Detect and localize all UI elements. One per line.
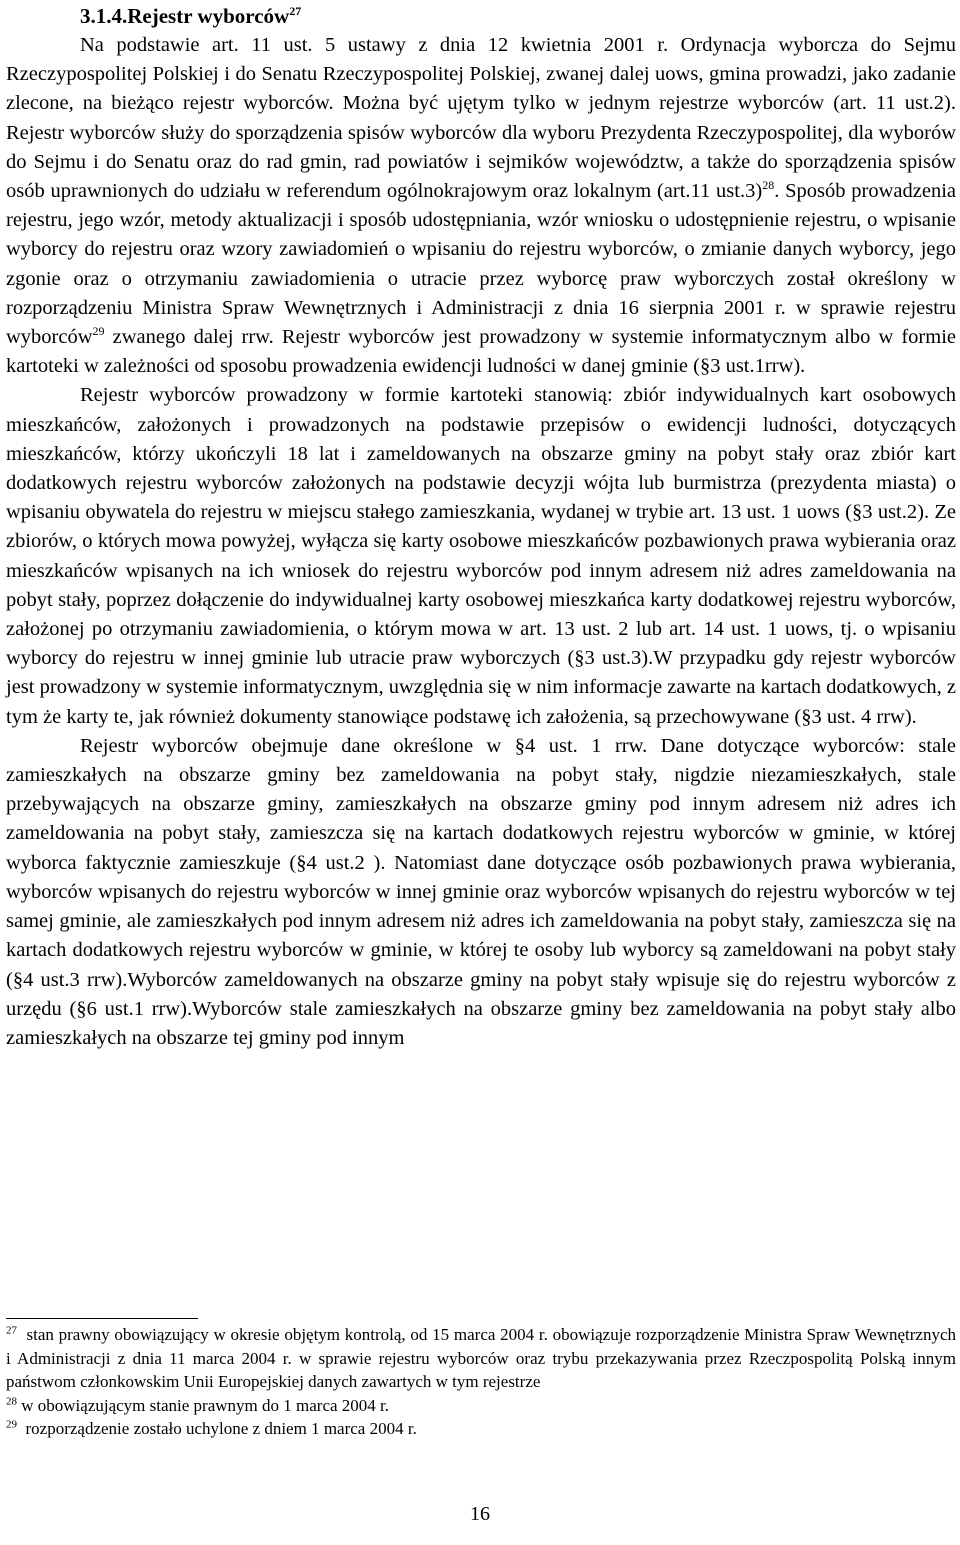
section-heading bbox=[80, 4, 956, 28]
paragraph-1-part-b: . Sposób prowadzenia rejestru, jego wzór, metody aktualizacji i sposób udostępniania, wzór wniosku o udostępnienie rejestru, o wpisanie wyborcy do rejestru oraz wzory zawiadomień o wpisaniu do rejestru wyborców, o zmianie danych wyborcy, jego zgonie oraz o otrzymaniu zawiadomienia o utracie przez wyborcę praw wyborczych został określony w rozporządzeniu Ministra Spraw Wewnętrznych i Administracji z dnia 16 sierpnia 2001 r. w sprawie rejestru wyborców bbox=[6, 180, 956, 349]
footnote-ref-28: 28 bbox=[762, 178, 775, 193]
footnote-29-number: 29 bbox=[6, 1418, 17, 1431]
page-number: 16 bbox=[470, 1503, 490, 1525]
footnote-29-text: rozporządzenie zostało uchylone z dniem 1 marca 2004 r. bbox=[25, 1419, 417, 1438]
paragraph-1-part-c: zwanego dalej rrw. Rejestr wyborców jest prowadzony w systemie informatycznym albo w formie kartoteki w zależności od sposobu prowadzenia ewidencji ludności w danej gminie (§3 ust.1rrw). bbox=[6, 326, 956, 378]
footnote-27 bbox=[6, 1323, 956, 1394]
footnote-ref-29: 29 bbox=[92, 324, 105, 339]
footnote-28-text: w obowiązującym stanie prawnym do 1 marca 2004 r. bbox=[21, 1395, 390, 1415]
footnote-29 bbox=[6, 1417, 956, 1441]
footnote-separator bbox=[6, 1318, 198, 1319]
paragraph-2: Rejestr wyborców prowadzony w formie kartoteki stanowią: zbiór indywidualnych kart osobowych mieszkańców, założonych i prowadzonych na podstawie przepisów o ewidencji ludności, dotyczących mieszkańców, którzy ukończyli 18 lat i zameldowanych na obszarze gminy na pobyt stały oraz zbiór kart dodatkowych rejestru wyborców założonych na podstawie decyzji wójta lub burmistrza (prezydenta miasta) o wpisaniu obywatela do rejestru w miejscu stałego zamieszkania, wydanej w trybie art. 13 ust. 1 uows (§3 ust.2). Ze zbiorów, o których mowa powyżej, wyłącza się karty osobowe mieszkańców pozbawionych prawa wybierania oraz mieszkańców wpisanych na ich wniosek do rejestru wyborców pod innym adresem niż adres zameldowania na pobyt stały, poprzez dołączenie do indywidualnej karty osobowej mieszkańca karty dodatkowej rejestru wyborców, założonej po otrzymaniu zawiadomienia, o którym mowa w art. 13 ust. 2 lub art. 14 ust. 1 uows, tj. o wpisaniu wyborcy do rejestru w innej gminie lub utracie praw wyborczych (§3 ust.3).W przypadku gdy rejestr wyborców jest prowadzony w systemie informatycznym, uwzględnia się w nim informacje zawarte na kartach dodatkowych, z tym że karty te, jak również dokumenty stanowiące podstawę ich założenia, są przechowywane (§3 ust. 4 rrw). bbox=[6, 384, 956, 728]
paragraph-3: Rejestr wyborców obejmuje dane określone w §4 ust. 1 rrw. Dane dotyczące wyborców: stale zamieszkałych na obszarze gminy bez zameldowania na pobyt stały, nigdzie niezamieszkałych, stale przebywających na obszarze gminy, zamieszkałych na obszarze gminy pod innym adresem niż adres ich zameldowania na pobyt stały, zamieszcza się na kartach dodatkowych rejestru wyborców w gminie, w której wyborca faktycznie zamieszkuje (§4 ust.2 ). Natomiast dane dotyczące osób pozbawionych prawa wybierania, wyborców wpisanych do rejestru wyborców w innej gminie oraz wyborców wpisanych do rejestru wyborców w tej samej gminie, ale zamieszkałych pod innym adresem niż adres ich zameldowania na pobyt stały, zamieszcza się na kartach dodatkowych rejestru wyborców w gminie, w której te osoby lub wyborcy są zameldowani na pobyt stały (§4 ust.3 rrw).Wyborców zameldowanych na obszarze gminy na pobyt stały wpisuje się do rejestru wyborców z urzędu (§6 ust.1 rrw).Wyborców stale zamieszkałych na obszarze gminy bez zameldowania na pobyt stały albo zamieszkałych na obszarze tej gminy pod innym bbox=[6, 734, 956, 1049]
document-page bbox=[6, 0, 956, 1053]
footnote-28 bbox=[6, 1394, 956, 1418]
section-heading-text: 3.1.4.Rejestr wyborców bbox=[80, 4, 290, 28]
footnote-ref-27: 27 bbox=[289, 4, 302, 18]
footnote-27-number: 27 bbox=[6, 1324, 17, 1337]
footnote-28-number: 28 bbox=[6, 1394, 17, 1407]
paragraph-1 bbox=[6, 31, 956, 381]
footnote-27-text: stan prawny obowiązujący w okresie objętym kontrolą, od 15 marca 2004 r. obowiązuje rozporządzenie Ministra Spraw Wewnętrznych i Administracji z dnia 11 marca 2004 r. w sprawie rejestru wyborców oraz trybu przekazywania przez Rzeczpospolitą Polską innym państwom członkowskim Unii Europejskiej danych zawartych w tym rejestrze bbox=[6, 1325, 956, 1391]
paragraph-1-part-a: Na podstawie art. 11 ust. 5 ustawy z dnia 12 kwietnia 2001 r. Ordynacja wyborcza do Sejmu Rzeczypospolitej Polskiej i do Senatu Rzeczypospolitej Polskiej, zwanej dalej uows, gmina prowadzi, jako zadanie zlecone, na bieżąco rejestr wyborców. Można być ujętym tylko w jednym rejestrze wyborców (art. 11 ust.2). Rejestr wyborców służy do sporządzenia spisów wyborców dla wyboru Prezydenta Rzeczypospolitej, dla wyborów do Sejmu i do Senatu oraz do rad gmin, rad powiatów i sejmików województw, a także do sporządzenia spisów osób uprawnionych do udziału w referendum ogólnokrajowym oraz lokalnym (art.11 ust.3) bbox=[6, 34, 956, 203]
footnotes bbox=[6, 1323, 956, 1441]
